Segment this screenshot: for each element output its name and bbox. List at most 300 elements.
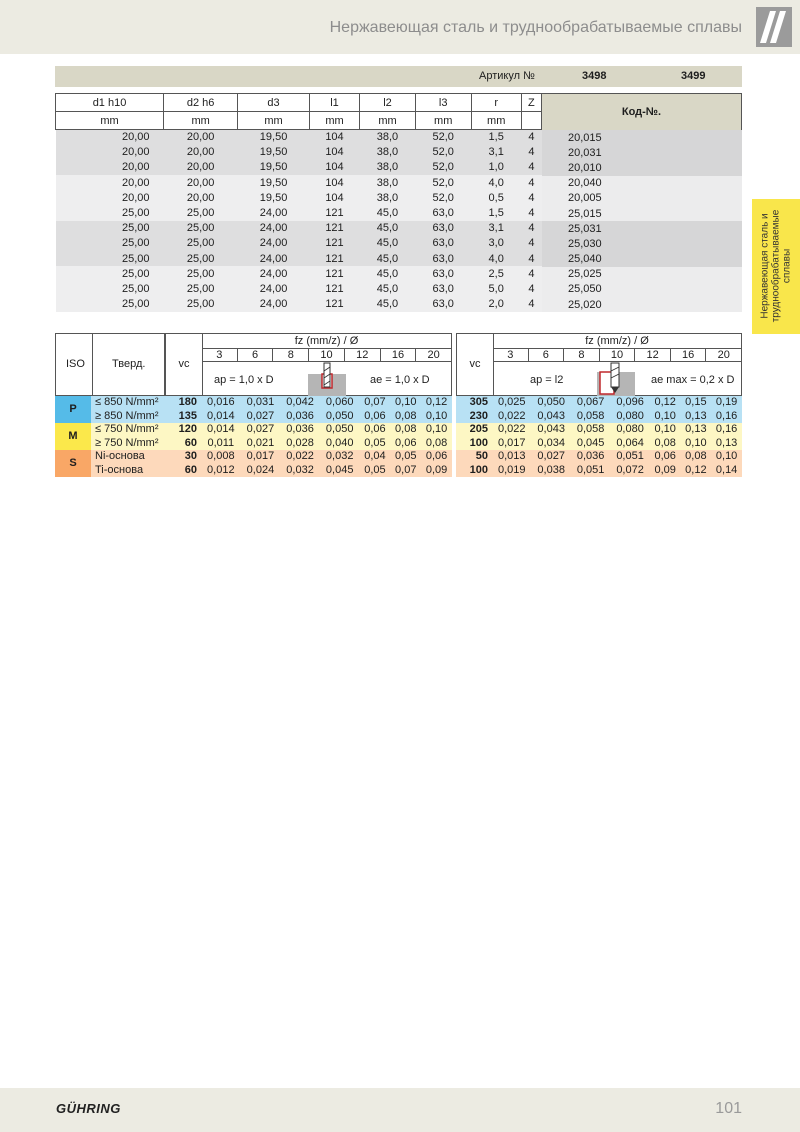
table-cell: 1,5 xyxy=(471,205,521,220)
table-cell: 4 xyxy=(521,221,541,236)
fz-cell: 0,050 xyxy=(320,423,360,437)
fz-cell: 0,13 xyxy=(681,423,712,437)
code-cell: 25,015 xyxy=(542,206,742,221)
table-cell: 104 xyxy=(309,190,359,205)
table-cell: 25,00 xyxy=(56,281,164,296)
dimensions-table xyxy=(55,93,542,312)
diameter-cell: 8 xyxy=(563,349,599,361)
unit-cell: mm xyxy=(309,112,359,130)
side-tab-label: Нержавеющая сталь и труднообрабатываемые сплавы xyxy=(759,209,793,323)
diameter-cell: 12 xyxy=(344,349,380,361)
cutting-table-slot xyxy=(55,396,452,477)
material-group-m: M xyxy=(55,423,91,450)
fz-cell: 0,022 xyxy=(492,410,531,424)
unit-cell xyxy=(521,112,541,130)
table-row xyxy=(542,206,742,221)
table-cell: 38,0 xyxy=(360,160,416,175)
page-header xyxy=(0,0,800,54)
fz-cell: 0,050 xyxy=(531,396,570,410)
vc-cell: 60 xyxy=(165,437,201,451)
fz-cell: 0,10 xyxy=(421,423,452,437)
column-header: Z xyxy=(521,94,541,112)
table-cell: 63,0 xyxy=(415,281,471,296)
table-cell: 19,50 xyxy=(238,160,310,175)
table-row xyxy=(56,281,542,296)
table-row xyxy=(456,423,742,437)
table-cell: 52,0 xyxy=(415,190,471,205)
table-cell: 45,0 xyxy=(360,251,416,266)
table-row xyxy=(456,450,742,464)
table-cell: 20,00 xyxy=(56,130,164,145)
table-cell: 1,5 xyxy=(471,130,521,145)
table-row xyxy=(56,205,542,220)
table-cell: 63,0 xyxy=(415,221,471,236)
fz-cell: 0,014 xyxy=(201,410,241,424)
page-title: Нержавеющая сталь и труднообрабатываемые сплавы xyxy=(329,19,742,36)
table-cell: 104 xyxy=(309,175,359,190)
table-cell: 45,0 xyxy=(360,281,416,296)
diameter-cell: 3 xyxy=(216,349,223,361)
table-cell: 2,5 xyxy=(471,266,521,281)
fz-cell: 0,038 xyxy=(531,464,570,478)
vc-cell: 135 xyxy=(165,410,201,424)
table-cell: 20,00 xyxy=(164,190,238,205)
column-header: d1 h10 xyxy=(56,94,164,112)
table-cell: 63,0 xyxy=(415,251,471,266)
table-cell: 121 xyxy=(309,205,359,220)
table-row xyxy=(56,251,542,266)
fz-label: fz (mm/z) / Ø xyxy=(294,335,359,347)
fz-cell: 0,042 xyxy=(280,396,320,410)
table-cell: 20,00 xyxy=(56,145,164,160)
fz-cell: 0,032 xyxy=(280,464,320,478)
table-cell: 25,00 xyxy=(164,221,238,236)
fz-cell: 0,09 xyxy=(650,464,681,478)
vc-cell: 120 xyxy=(165,423,201,437)
section-side-tab xyxy=(752,199,800,334)
table-cell: 25,00 xyxy=(56,205,164,220)
fz-cell: 0,036 xyxy=(280,423,320,437)
table-cell: 45,0 xyxy=(360,297,416,312)
table-row xyxy=(55,396,452,410)
vc-cell: 230 xyxy=(456,410,492,424)
fz-cell: 0,025 xyxy=(492,396,531,410)
table-row xyxy=(542,297,742,312)
table-cell: 4 xyxy=(521,160,541,175)
fz-cell: 0,12 xyxy=(650,396,681,410)
code-header-label: Код-№. xyxy=(621,106,662,118)
fz-cell: 0,09 xyxy=(421,464,452,478)
table-cell: 104 xyxy=(309,160,359,175)
table-row xyxy=(456,410,742,424)
vc-label: vc xyxy=(469,358,481,370)
fz-cell: 0,034 xyxy=(531,437,570,451)
article-code-1: 3498 xyxy=(582,70,607,82)
table-row xyxy=(542,267,742,282)
table-row xyxy=(56,190,542,205)
vc-cell: 30 xyxy=(165,450,201,464)
article-code-2: 3499 xyxy=(681,70,706,82)
table-cell: 25,00 xyxy=(164,281,238,296)
fz-cell: 0,08 xyxy=(421,437,452,451)
table-cell: 5,0 xyxy=(471,281,521,296)
column-header: l2 xyxy=(360,94,416,112)
fz-cell: 0,021 xyxy=(241,437,281,451)
table-cell: 25,00 xyxy=(56,251,164,266)
fz-cell: 0,06 xyxy=(650,450,681,464)
diameter-cell: 16 xyxy=(670,349,706,361)
fz-cell: 0,060 xyxy=(320,396,360,410)
table-cell: 24,00 xyxy=(238,221,310,236)
table-cell: 19,50 xyxy=(238,175,310,190)
fz-cell: 0,022 xyxy=(280,450,320,464)
table-cell: 20,00 xyxy=(56,175,164,190)
code-cell: 25,025 xyxy=(542,267,742,282)
table-cell: 121 xyxy=(309,236,359,251)
fz-cell: 0,10 xyxy=(421,410,452,424)
iso-label: ISO xyxy=(66,358,85,370)
fz-cell: 0,024 xyxy=(241,464,281,478)
side-milling-icon xyxy=(597,362,635,396)
table-cell: 19,50 xyxy=(238,145,310,160)
table-cell: 4,0 xyxy=(471,251,521,266)
fz-cell: 0,10 xyxy=(681,437,712,451)
fz-cell: 0,058 xyxy=(571,423,610,437)
table-row xyxy=(542,160,742,175)
table-cell: 38,0 xyxy=(360,130,416,145)
code-cell: 20,031 xyxy=(542,145,742,160)
table-cell: 25,00 xyxy=(164,297,238,312)
ae-label: ae max = 0,2 x D xyxy=(651,374,735,386)
fz-cell: 0,045 xyxy=(571,437,610,451)
ae-label: ae = 1,0 x D xyxy=(370,374,430,386)
fz-cell: 0,017 xyxy=(492,437,531,451)
table-row xyxy=(55,464,452,478)
page-footer xyxy=(0,1088,800,1132)
code-table xyxy=(542,130,742,312)
fz-cell: 0,15 xyxy=(681,396,712,410)
code-cell: 20,005 xyxy=(542,191,742,206)
table-cell: 25,00 xyxy=(56,297,164,312)
fz-cell: 0,07 xyxy=(390,464,421,478)
fz-cell: 0,045 xyxy=(320,464,360,478)
guhring-stripes-logo-icon xyxy=(756,7,792,47)
table-cell: 24,00 xyxy=(238,297,310,312)
table-cell: 45,0 xyxy=(360,205,416,220)
table-cell: 1,0 xyxy=(471,160,521,175)
fz-cell: 0,10 xyxy=(711,450,742,464)
table-cell: 104 xyxy=(309,130,359,145)
fz-cell: 0,12 xyxy=(421,396,452,410)
table-row xyxy=(56,236,542,251)
table-cell: 24,00 xyxy=(238,205,310,220)
table-row xyxy=(56,145,542,160)
table-cell: 4,0 xyxy=(471,175,521,190)
table-row xyxy=(56,160,542,175)
table-cell: 63,0 xyxy=(415,236,471,251)
code-cell: 25,030 xyxy=(542,236,742,251)
fz-cell: 0,08 xyxy=(650,437,681,451)
table-cell: 4 xyxy=(521,236,541,251)
table-cell: 4 xyxy=(521,145,541,160)
table-cell: 20,00 xyxy=(164,145,238,160)
table-cell: 121 xyxy=(309,297,359,312)
table-cell: 4 xyxy=(521,205,541,220)
fz-cell: 0,013 xyxy=(492,450,531,464)
table-cell: 4 xyxy=(521,190,541,205)
fz-cell: 0,011 xyxy=(201,437,241,451)
table-cell: 45,0 xyxy=(360,266,416,281)
table-row xyxy=(542,130,742,145)
table-row xyxy=(56,221,542,236)
table-cell: 24,00 xyxy=(238,281,310,296)
table-row xyxy=(56,297,542,312)
table-cell: 20,00 xyxy=(164,175,238,190)
diameter-cell: 8 xyxy=(272,349,308,361)
material-group-s: S xyxy=(55,450,91,477)
table-cell: 38,0 xyxy=(360,175,416,190)
table-row xyxy=(542,221,742,236)
fz-cell: 0,04 xyxy=(360,450,391,464)
ap-label: ap = 1,0 x D xyxy=(214,374,274,386)
fz-cell: 0,027 xyxy=(241,423,281,437)
hardness-cell: Ti-основа xyxy=(91,464,165,478)
hardness-cell: ≤ 850 N/mm² xyxy=(91,396,165,410)
fz-cell: 0,014 xyxy=(201,423,241,437)
article-label: Артикул № xyxy=(479,70,535,82)
fz-cell: 0,13 xyxy=(681,410,712,424)
fz-cell: 0,016 xyxy=(201,396,241,410)
fz-cell: 0,064 xyxy=(610,437,649,451)
code-cell: 20,015 xyxy=(542,130,742,145)
fz-cell: 0,08 xyxy=(390,410,421,424)
diameter-cell: 3 xyxy=(507,349,514,361)
table-cell: 63,0 xyxy=(415,205,471,220)
table-row xyxy=(456,396,742,410)
table-cell: 19,50 xyxy=(238,190,310,205)
diameter-cell: 16 xyxy=(380,349,416,361)
cutting-head-side xyxy=(456,333,742,396)
column-header: l3 xyxy=(415,94,471,112)
fz-cell: 0,040 xyxy=(320,437,360,451)
fz-cell: 0,10 xyxy=(390,396,421,410)
table-cell: 20,00 xyxy=(56,160,164,175)
table-row xyxy=(542,191,742,206)
fz-cell: 0,050 xyxy=(320,410,360,424)
table-cell: 121 xyxy=(309,251,359,266)
table-cell: 63,0 xyxy=(415,297,471,312)
fz-cell: 0,05 xyxy=(390,450,421,464)
table-cell: 24,00 xyxy=(238,251,310,266)
fz-label: fz (mm/z) / Ø xyxy=(585,335,649,347)
table-row xyxy=(55,450,452,464)
table-row xyxy=(56,130,542,145)
column-header: r xyxy=(471,94,521,112)
unit-cell: mm xyxy=(360,112,416,130)
fz-cell: 0,036 xyxy=(280,410,320,424)
fz-cell: 0,022 xyxy=(492,423,531,437)
table-row xyxy=(55,410,452,424)
hardness-cell: ≥ 750 N/mm² xyxy=(91,437,165,451)
fz-cell: 0,07 xyxy=(360,396,391,410)
fz-cell: 0,10 xyxy=(650,410,681,424)
code-cell: 25,031 xyxy=(542,221,742,236)
vc-cell: 180 xyxy=(165,396,201,410)
table-cell: 63,0 xyxy=(415,266,471,281)
table-cell: 52,0 xyxy=(415,130,471,145)
unit-cell: mm xyxy=(164,112,238,130)
material-group-p: P xyxy=(55,396,91,423)
diameter-cell: 6 xyxy=(528,349,564,361)
unit-cell: mm xyxy=(415,112,471,130)
code-column-header xyxy=(542,93,742,131)
code-cell: 25,020 xyxy=(542,297,742,312)
table-row xyxy=(56,266,542,281)
table-row xyxy=(55,423,452,437)
diameter-cell: 6 xyxy=(237,349,273,361)
hardness-cell: ≤ 750 N/mm² xyxy=(91,423,165,437)
table-cell: 25,00 xyxy=(56,236,164,251)
table-cell: 45,0 xyxy=(360,221,416,236)
vc-cell: 305 xyxy=(456,396,492,410)
table-row xyxy=(55,437,452,451)
vc-cell: 50 xyxy=(456,450,492,464)
table-cell: 20,00 xyxy=(56,190,164,205)
fz-cell: 0,043 xyxy=(531,423,570,437)
fz-cell: 0,008 xyxy=(201,450,241,464)
fz-cell: 0,028 xyxy=(280,437,320,451)
table-cell: 20,00 xyxy=(164,130,238,145)
cutting-table-side xyxy=(456,396,742,477)
hardness-label: Тверд. xyxy=(112,358,146,370)
table-cell: 25,00 xyxy=(164,236,238,251)
table-cell: 4 xyxy=(521,130,541,145)
fz-cell: 0,080 xyxy=(610,410,649,424)
table-cell: 4 xyxy=(521,281,541,296)
hardness-cell: Ni-основа xyxy=(91,450,165,464)
table-cell: 24,00 xyxy=(238,266,310,281)
diameter-cell: 10 xyxy=(599,349,635,361)
diameter-cell: 12 xyxy=(634,349,670,361)
table-row xyxy=(456,464,742,478)
code-cell: 20,040 xyxy=(542,176,742,191)
vc-label: vc xyxy=(178,358,190,370)
fz-cell: 0,036 xyxy=(571,450,610,464)
table-cell: 4 xyxy=(521,297,541,312)
vc-cell: 60 xyxy=(165,464,201,478)
fz-cell: 0,080 xyxy=(610,423,649,437)
fz-cell: 0,043 xyxy=(531,410,570,424)
cutting-head-slot xyxy=(165,333,452,396)
diameter-cell: 20 xyxy=(415,349,451,361)
fz-cell: 0,05 xyxy=(360,437,391,451)
fz-cell: 0,14 xyxy=(711,464,742,478)
table-row xyxy=(542,176,742,191)
ap-label: ap = l2 xyxy=(530,374,564,386)
table-cell: 25,00 xyxy=(56,266,164,281)
table-cell: 2,0 xyxy=(471,297,521,312)
fz-cell: 0,072 xyxy=(610,464,649,478)
fz-cell: 0,017 xyxy=(241,450,281,464)
table-cell: 38,0 xyxy=(360,145,416,160)
table-cell: 52,0 xyxy=(415,160,471,175)
table-cell: 20,00 xyxy=(164,160,238,175)
table-cell: 25,00 xyxy=(56,221,164,236)
fz-cell: 0,05 xyxy=(360,464,391,478)
brand-logo: GÜHRING xyxy=(56,1101,121,1116)
fz-cell: 0,058 xyxy=(571,410,610,424)
fz-cell: 0,10 xyxy=(650,423,681,437)
table-cell: 19,50 xyxy=(238,130,310,145)
fz-cell: 0,06 xyxy=(360,410,391,424)
fz-cell: 0,13 xyxy=(711,437,742,451)
fz-cell: 0,06 xyxy=(421,450,452,464)
cutting-head-iso xyxy=(55,333,165,396)
code-cell: 25,040 xyxy=(542,252,742,267)
fz-cell: 0,08 xyxy=(681,450,712,464)
fz-cell: 0,031 xyxy=(241,396,281,410)
column-header: d2 h6 xyxy=(164,94,238,112)
unit-cell: mm xyxy=(56,112,164,130)
table-cell: 38,0 xyxy=(360,190,416,205)
table-cell: 0,5 xyxy=(471,190,521,205)
unit-cell: mm xyxy=(471,112,521,130)
fz-cell: 0,032 xyxy=(320,450,360,464)
fz-cell: 0,012 xyxy=(201,464,241,478)
table-row xyxy=(542,236,742,251)
table-cell: 3,1 xyxy=(471,221,521,236)
diameter-cell: 10 xyxy=(308,349,344,361)
fz-cell: 0,16 xyxy=(711,410,742,424)
fz-cell: 0,16 xyxy=(711,423,742,437)
fz-cell: 0,051 xyxy=(571,464,610,478)
column-header: d3 xyxy=(238,94,310,112)
table-cell: 3,0 xyxy=(471,236,521,251)
table-cell: 52,0 xyxy=(415,145,471,160)
table-cell: 25,00 xyxy=(164,205,238,220)
page-number: 101 xyxy=(715,1100,742,1117)
code-cell: 25,050 xyxy=(542,282,742,297)
slot-milling-icon xyxy=(308,362,346,396)
table-cell: 4 xyxy=(521,251,541,266)
hardness-cell: ≥ 850 N/mm² xyxy=(91,410,165,424)
fz-cell: 0,12 xyxy=(681,464,712,478)
diameter-row xyxy=(493,348,741,362)
table-cell: 3,1 xyxy=(471,145,521,160)
fz-cell: 0,051 xyxy=(610,450,649,464)
table-row xyxy=(542,252,742,267)
fz-cell: 0,08 xyxy=(390,423,421,437)
table-cell: 52,0 xyxy=(415,175,471,190)
fz-cell: 0,19 xyxy=(711,396,742,410)
fz-cell: 0,027 xyxy=(241,410,281,424)
table-cell: 24,00 xyxy=(238,236,310,251)
vc-cell: 100 xyxy=(456,437,492,451)
table-cell: 25,00 xyxy=(164,266,238,281)
diameter-row xyxy=(202,348,451,362)
fz-cell: 0,06 xyxy=(360,423,391,437)
vc-cell: 100 xyxy=(456,464,492,478)
unit-cell: mm xyxy=(238,112,310,130)
fz-cell: 0,06 xyxy=(390,437,421,451)
code-cell: 20,010 xyxy=(542,160,742,175)
table-cell: 104 xyxy=(309,145,359,160)
table-cell: 4 xyxy=(521,266,541,281)
vc-cell: 205 xyxy=(456,423,492,437)
table-cell: 4 xyxy=(521,175,541,190)
diameter-cell: 20 xyxy=(705,349,741,361)
table-row xyxy=(56,175,542,190)
